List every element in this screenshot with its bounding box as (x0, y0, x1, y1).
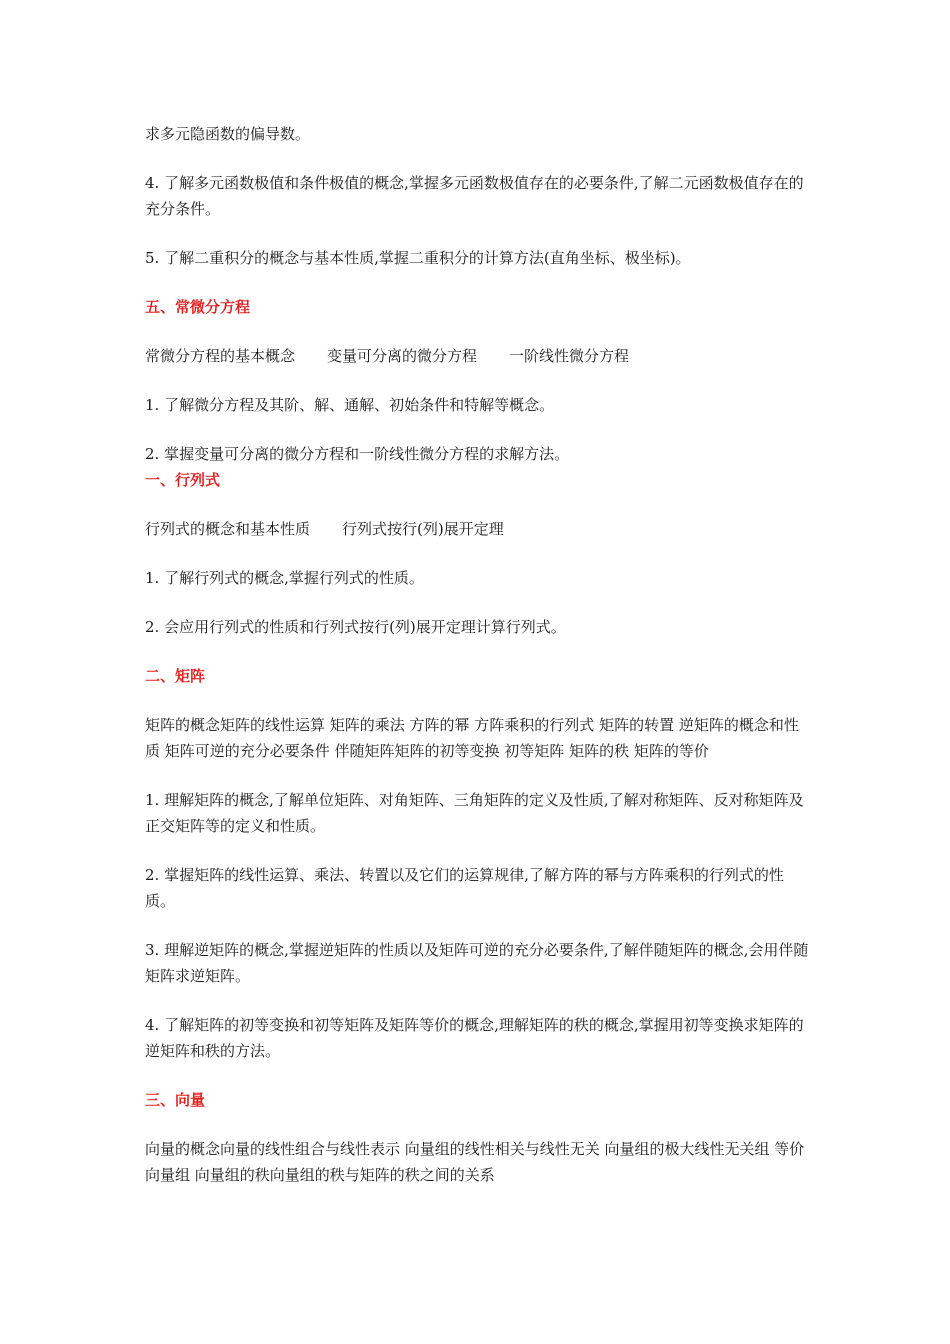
section-heading: 二、矩阵 (145, 667, 206, 685)
paragraph: 求多元隐函数的偏导数。 (145, 125, 311, 143)
paragraph: 1. 理解矩阵的概念,了解单位矩阵、对角矩阵、三角矩阵的定义及性质,了解对称矩阵、反对称矩阵及正交矩阵等的定义和性质。 (145, 791, 804, 835)
document-body (145, 121, 810, 1188)
topic-item: 常微分方程的基本概念 (145, 347, 296, 365)
paragraph: 矩阵的概念矩阵的线性运算 矩阵的乘法 方阵的幂 方阵乘积的行列式 矩阵的转置 逆矩阵的概念和性质 矩阵可逆的充分必要条件 伴随矩阵矩阵的初等变换 初等矩阵 矩阵的秩 矩阵的等价 (145, 716, 799, 760)
topic-item: 一阶线性微分方程 (509, 347, 630, 365)
topic-item: 行列式按行(列)展开定理 (342, 520, 504, 538)
topic-item: 变量可分离的微分方程 (327, 347, 478, 365)
paragraph: 2. 会应用行列式的性质和行列式按行(列)展开定理计算行列式。 (145, 618, 566, 636)
paragraph: 5. 了解二重积分的概念与基本性质,掌握二重积分的计算方法(直角坐标、极坐标)。 (145, 249, 691, 267)
paragraph: 4. 了解矩阵的初等变换和初等矩阵及矩阵等价的概念,理解矩阵的秩的概念,掌握用初等变换求矩阵的逆矩阵和秩的方法。 (145, 1016, 804, 1060)
paragraph: 2. 掌握变量可分离的微分方程和一阶线性微分方程的求解方法。 (145, 445, 570, 463)
paragraph: 向量的概念向量的线性组合与线性表示 向量组的线性相关与线性无关 向量组的极大线性无关组 等价向量组 向量组的秩向量组的秩与矩阵的秩之间的关系 (145, 1140, 805, 1184)
paragraph: 2. 掌握矩阵的线性运算、乘法、转置以及它们的运算规律,了解方阵的幂与方阵乘积的行列式的性质。 (145, 866, 784, 910)
section-heading: 一、行列式 (145, 471, 221, 489)
paragraph: 4. 了解多元函数极值和条件极值的概念,掌握多元函数极值存在的必要条件,了解二元函数极值存在的充分条件。 (145, 174, 804, 218)
section-heading: 三、向量 (145, 1091, 206, 1109)
paragraph: 3. 理解逆矩阵的概念,掌握逆矩阵的性质以及矩阵可逆的充分必要条件,了解伴随矩阵的概念,会用伴随矩阵求逆矩阵。 (145, 941, 809, 985)
topic-item: 行列式的概念和基本性质 (145, 520, 311, 538)
paragraph: 1. 了解微分方程及其阶、解、通解、初始条件和特解等概念。 (145, 396, 555, 414)
paragraph: 1. 了解行列式的概念,掌握行列式的性质。 (145, 569, 424, 587)
section-heading: 五、常微分方程 (145, 298, 251, 316)
topic-list (145, 516, 810, 542)
topic-list (145, 343, 810, 369)
